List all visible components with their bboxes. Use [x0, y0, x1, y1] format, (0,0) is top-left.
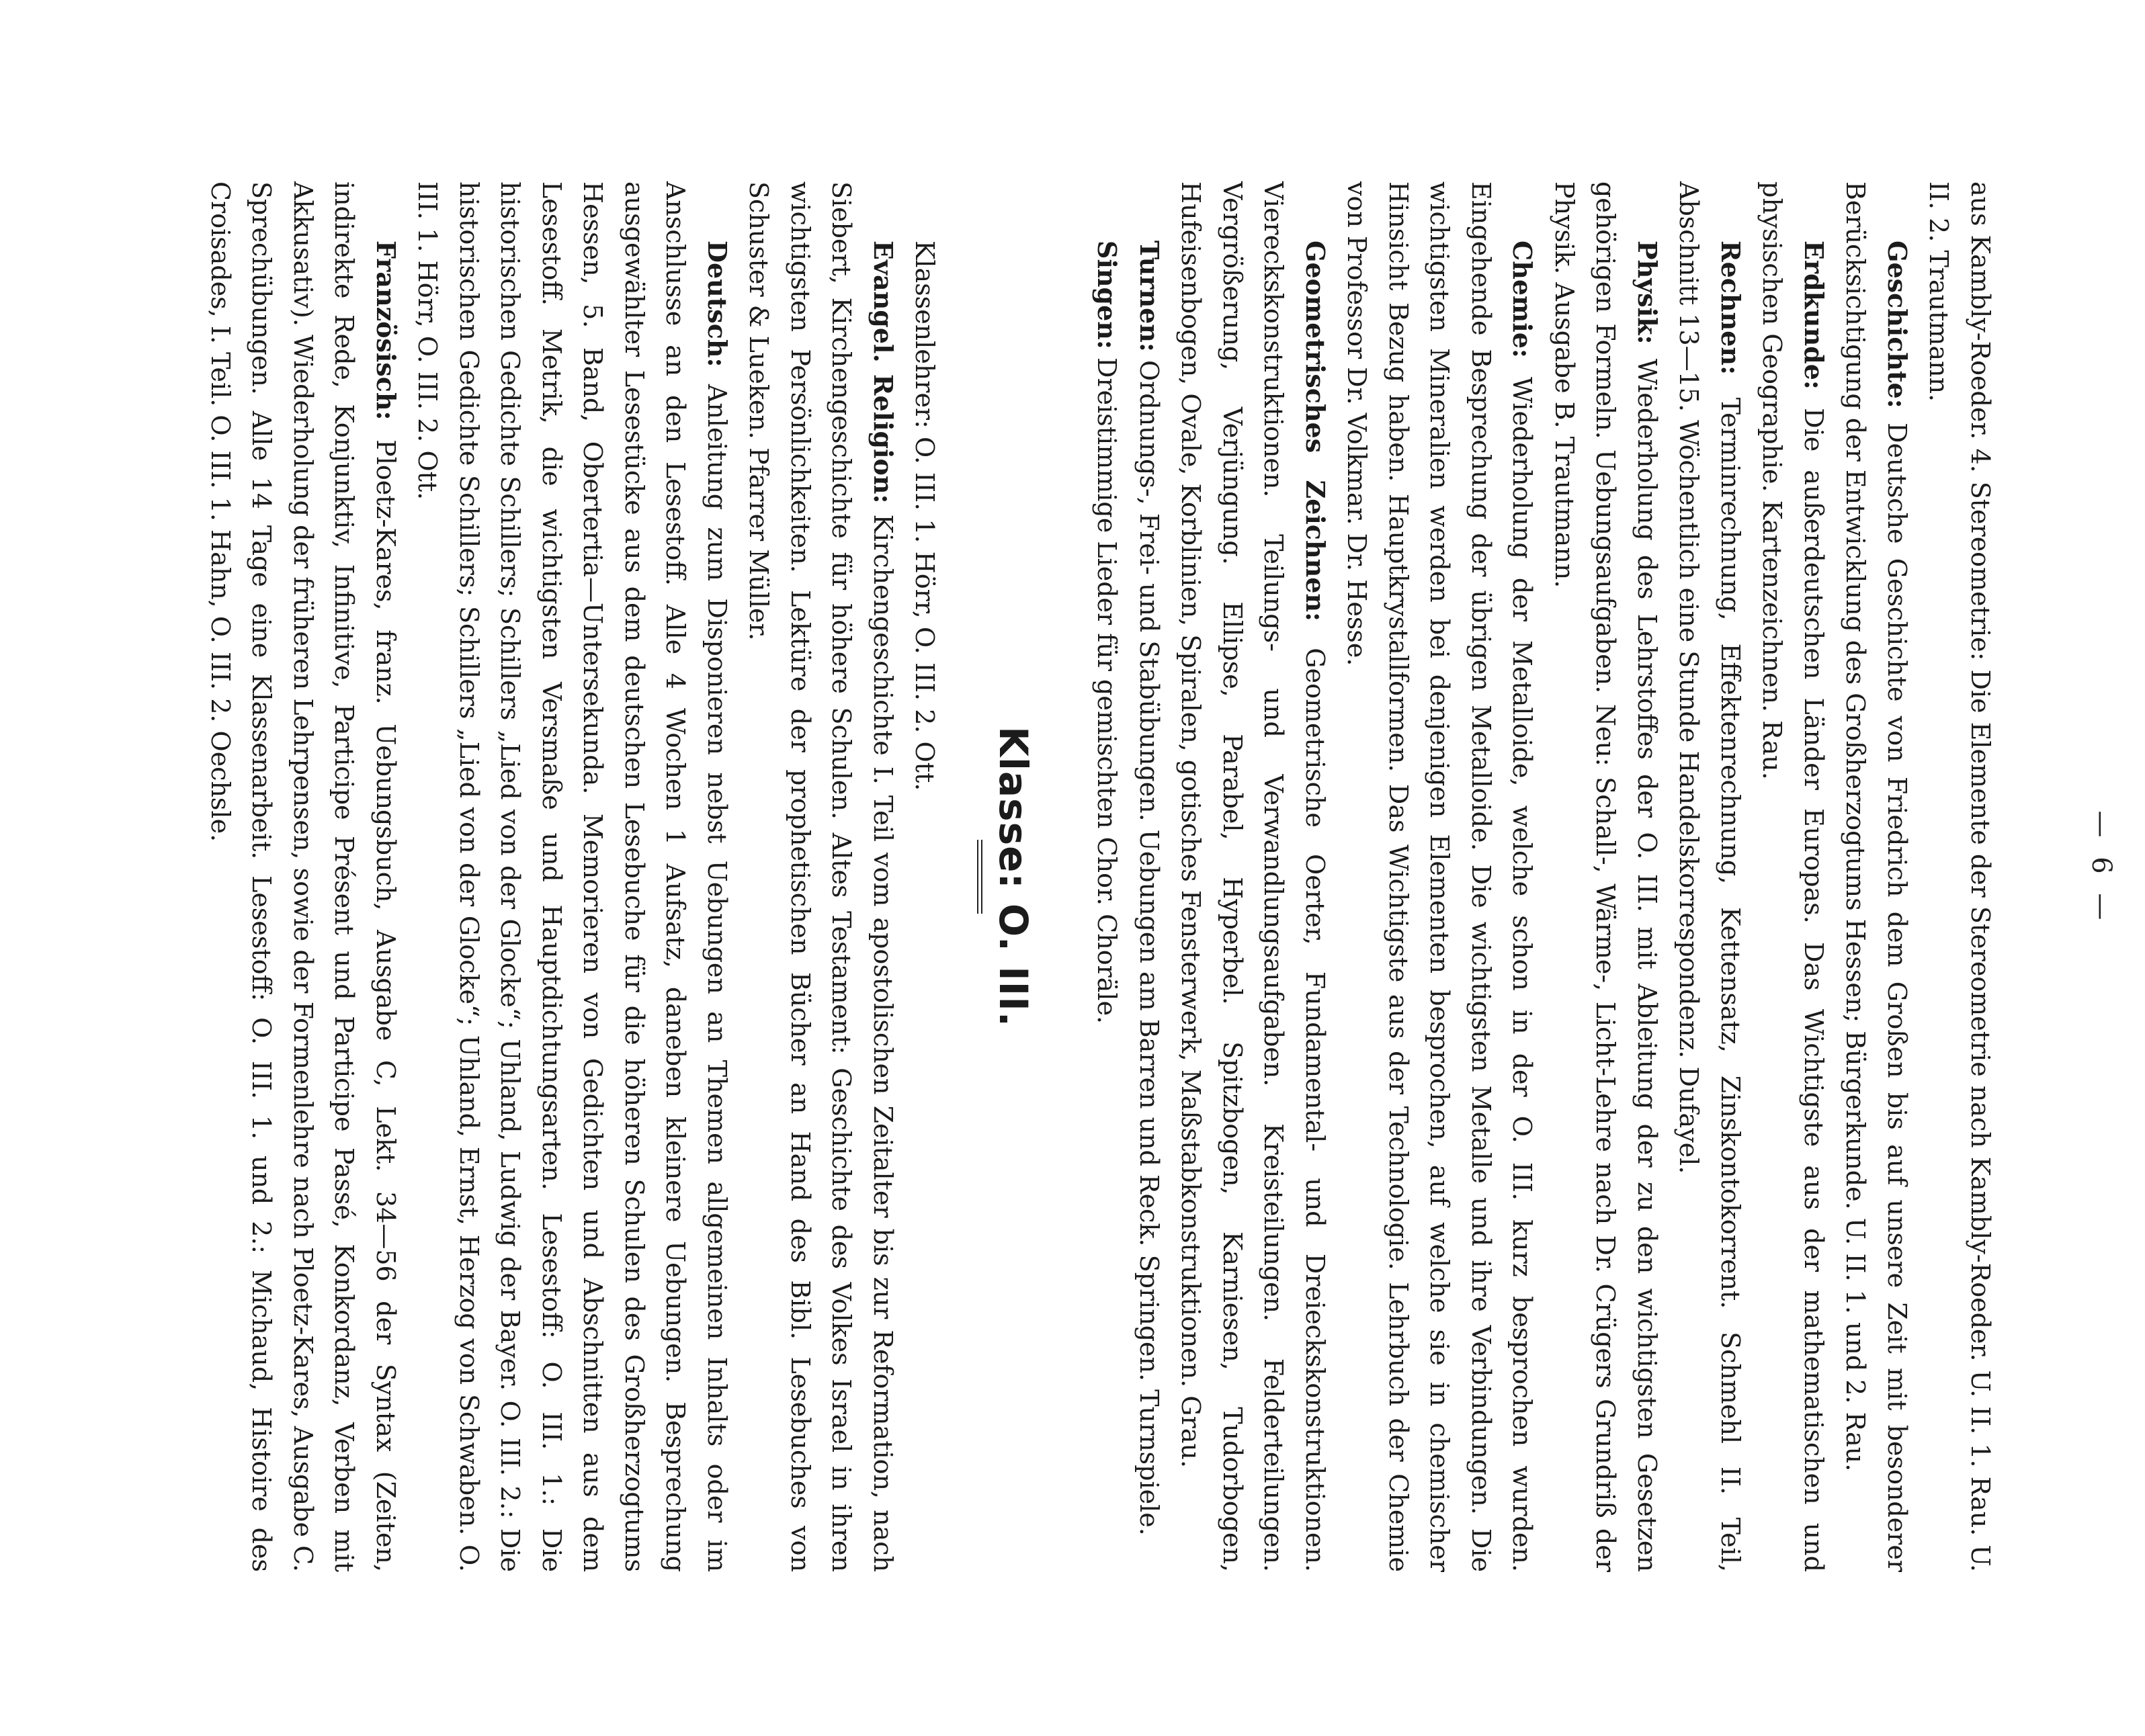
- paragraph-text: Kirchengeschichte I. Teil vom apostolischen Zeitalter bis zur Reformation, nach Siebert, Kirchengeschichte für höhere Schulen. Altes Testament: Geschichte des Volkes Israel in ihren wichtigsten Persönlichkeiten. Lektüre der prophetischen Bücher an Hand des Bibl. Lesebuches von Schuster & Lueken. Pfarrer Müller.: [744, 181, 898, 1573]
- paragraph-rechnen: [1668, 181, 1751, 1572]
- subject-heading: Chemie:: [1507, 241, 1538, 358]
- paragraph-text: Deutsche Geschichte von Friedrich dem Großen bis auf unsere Zeit mit besonderer Berücksichtigung der Entwicklung des Großherzogtums Hessen; Bürgerkunde. U. II. 1. und 2. Rau.: [1841, 181, 1912, 1572]
- page-content: [200, 181, 2001, 1572]
- paragraph-deutsch: [407, 181, 738, 1572]
- paragraph-text: Geometrische Oerter, Fundamental- und Dreieckskonstruktionen. Viereckskonstruktionen. Teilungs- und Verwandlungsaufgaben. Kreisteilungen. Felderteilungen. Vergrößerung, Verjüngung. Ellipse, Parabel, Hyperbel. Spitzbogen, Karniesen, Tudorbogen, Hufeisenbogen, Ovale, Korblinien, Spiralen, gotisches Fensterwerk, Maßstabkonstruktionen. Grau.: [1176, 181, 1330, 1573]
- paragraph-text: Wiederholung der Metalloide, welche schon in der O. III. kurz besprochen wurden. Eingehende Besprechung der übrigen Metalloide. Die wichtigsten Metalle und ihre Verbindungen. Die wichtigsten Mineralien werden bei denjenigen Elementen besprochen, auf welche sie in chemischer Hinsicht Bezug haben. Hauptkrystallformen. Das Wichtigste aus der Technologie. Lehrbuch der Chemie von Professor Dr. Volkmar. Dr. Hesse.: [1342, 181, 1538, 1572]
- paragraph-chemie: [1336, 181, 1544, 1572]
- paragraph-geschichte: [1835, 181, 1918, 1572]
- paragraph-singen: [1086, 181, 1128, 1572]
- subject-heading: Geometrisches Zeichnen:: [1300, 241, 1331, 622]
- paragraph-text: Dreistimmige Lieder für gemischten Chor. Choräle.: [1092, 349, 1122, 1025]
- divider: [982, 840, 983, 914]
- paragraph-franzoesisch: [200, 181, 407, 1572]
- subject-heading: Singen:: [1092, 241, 1123, 349]
- subject-heading: Physik:: [1632, 241, 1663, 345]
- paragraph-text: Terminrechnung, Effektenrechnung, Kettensatz, Zinskontokorrent. Schmehl II. Teil, Abschnitt 13—15. Wöchentlich eine Stunde Handelskorrespondenz. Dufayel.: [1674, 181, 1745, 1572]
- subject-heading: Rechnen:: [1716, 241, 1746, 375]
- paragraph-erdkunde: [1751, 181, 1835, 1572]
- paragraph-text: Die außerdeutschen Länder Europas. Das Wichtigste aus der mathematischen und physischen Geographie. Kartenzeichnen. Rau.: [1757, 181, 1828, 1572]
- paragraph-text: Wiederholung des Lehrstoffes der O. III. mit Ableitung der zu den wichtigsten Gesetzen gehörigen Formeln. Uebungsaufgaben. Neu: Schall-, Wärme-, Licht-Lehre nach Dr. Crügers Grundriß der Physik. Ausgabe B. Trautmann.: [1550, 181, 1662, 1572]
- paragraph-religion: [738, 181, 904, 1572]
- subject-heading: Französisch:: [371, 241, 401, 421]
- divider: [978, 840, 979, 914]
- section-title: Klasse: O. III.: [991, 726, 1036, 1027]
- subject-heading: Deutsch:: [702, 241, 732, 367]
- paragraph-turnen: [1128, 181, 1171, 1572]
- paragraph-geometrisches-zeichnen: [1170, 181, 1336, 1572]
- subject-heading: Geschichte:: [1882, 241, 1912, 408]
- continued-paragraph: aus Kambly-Roeder. 4. Stereometrie: Die Elemente der Stereometrie nach Kambly-Roeder. U. II. 1. Rau. U. II. 2. Trautmann.: [1924, 181, 1995, 1572]
- subject-heading: Erdkunde:: [1799, 241, 1829, 390]
- class-teacher: Klassenlehrer: O. III. 1. Hörr, O. III. 2. Ott.: [910, 241, 940, 791]
- page-number: — 6 —: [2086, 810, 2117, 926]
- subject-heading: Evangel. Religion:: [868, 241, 898, 504]
- subject-heading: Turnen:: [1134, 241, 1165, 352]
- paragraph-text: Ordnungs-, Frei- und Stabübungen. Uebungen am Barren und Reck. Springen. Turnspiele.: [1134, 351, 1164, 1536]
- paragraph-physik: [1544, 181, 1669, 1572]
- paragraph-text: Anleitung zum Disponieren nebst Uebungen an Themen allgemeinen Inhalts oder im Anschlusse an den Lesestoff. Alle 4 Wochen 1 Aufsatz, daneben kleinere Uebungen. Besprechung ausgewählter Lesestücke aus dem deutschen Lesebuche für die höheren Schulen des Großherzogtums Hessen, 5. Band, Obertertia—Untersekunda. Memorieren von Gedichten und Abschnitten aus dem Lesestoff. Metrik, die wichtigsten Versmaße und Hauptdichtungsarten. Lesestoff: O. III. 1.: Die historischen Gedichte Schillers; Schillers „Lied von der Glocke“; Uhland, Ludwig der Bayer. O. III. 2.: Die historischen Gedichte Schillers; Schillers „Lied von der Glocke“; Uhland, Ernst, Herzog von Schwaben. O. III. 1. Hörr, O. III. 2. Ott.: [413, 181, 732, 1572]
- paragraph-text: Ploetz-Kares, franz. Uebungsbuch, Ausgabe C, Lekt. 34—56 der Syntax (Zeiten, indirekte Rede, Konjunktiv, Infinitive, Participe Présent und Participe Passé, Konkordanz, Verben mit Akkusativ). Wiederholung der früheren Lehrpensen, sowie der Formenlehre nach Ploetz-Kares, Ausgabe C. Sprechübungen. Alle 14 Tage eine Klassenarbeit. Lesestoff: O. III. 1. und 2.: Michaud, Histoire des Croisades, I. Teil. O. III. 1. Hahn, O. III. 2. Oechsle.: [206, 181, 401, 1572]
